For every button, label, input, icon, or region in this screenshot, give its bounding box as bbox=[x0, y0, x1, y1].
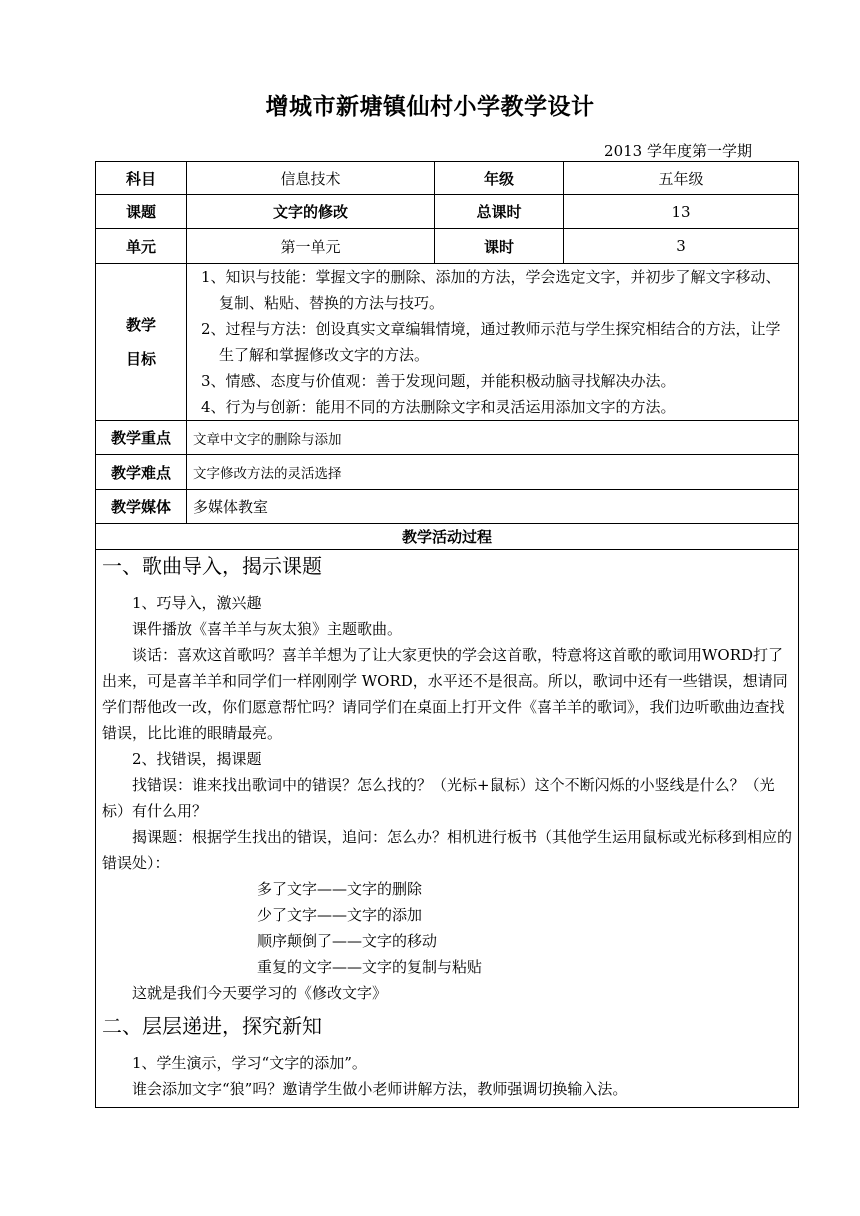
board-item: 顺序颠倒了——文字的移动 bbox=[257, 932, 438, 950]
difficulty-label: 教学难点 bbox=[96, 455, 187, 490]
unit-value: 第一单元 bbox=[187, 229, 435, 264]
paragraph: 1、巧导入，激兴趣 bbox=[132, 594, 262, 612]
board-item: 重复的文字——文字的复制与粘贴 bbox=[257, 958, 483, 976]
paragraph: 这就是我们今天要学习的《修改文字》 bbox=[132, 984, 388, 1002]
term-label: 2013 学年度第一学期 bbox=[604, 142, 752, 160]
key-point-value: 文章中文字的删除与添加 bbox=[187, 421, 799, 455]
table-row bbox=[96, 195, 799, 229]
grade-label: 年级 bbox=[435, 162, 564, 195]
goals-label-line-2: 目标 bbox=[125, 350, 156, 368]
media-label: 教学媒体 bbox=[96, 490, 187, 524]
unit-label: 单元 bbox=[96, 229, 187, 264]
paragraph: 找错误：谁来找出歌词中的错误？怎么找的？（光标+鼠标）这个不断闪烁的小竖线是什么？（光标）有什么用？ bbox=[102, 776, 775, 820]
subject-label: 科目 bbox=[96, 162, 187, 195]
table-row bbox=[96, 490, 799, 524]
paragraph: 谈话：喜欢这首歌吗？喜羊羊想为了让大家更快的学会这首歌，特意将这首歌的歌词用WORD打了出来，可是喜羊羊和同学们一样刚刚学 WORD，水平还不是很高。所以，歌词中还有一些错误，想请同学们帮他改一改，你们愿意帮忙吗？请同学们在桌面上打开文件《喜羊羊的歌词》，我们边听歌曲边查找错误，比比谁的眼睛最亮。 bbox=[102, 646, 788, 742]
total-periods-label: 总课时 bbox=[435, 195, 564, 229]
table-row bbox=[96, 162, 799, 195]
topic-label: 课题 bbox=[96, 195, 187, 229]
table-row bbox=[96, 550, 799, 1108]
goal-item: 3、情感、态度与价值观：善于发现问题，并能积极动脑寻找解决办法。 bbox=[201, 372, 676, 390]
table-row bbox=[96, 524, 799, 550]
paragraph: 揭课题：根据学生找出的错误，追问：怎么办？相机进行板书（其他学生运用鼠标或光标移到相应的错误处）： bbox=[102, 828, 793, 872]
lesson-plan-table bbox=[95, 161, 799, 1108]
board-item: 少了文字——文字的添加 bbox=[257, 906, 423, 924]
paragraph: 2、找错误，揭课题 bbox=[132, 750, 262, 768]
paragraph: 谁会添加文字“狼”吗？邀请学生做小老师讲解方法，教师强调切换输入法。 bbox=[132, 1080, 628, 1098]
process-header: 教学活动过程 bbox=[96, 524, 799, 550]
period-label: 课时 bbox=[435, 229, 564, 264]
goals-label bbox=[96, 264, 187, 421]
goals-label-line-1: 教学 bbox=[125, 316, 156, 334]
goal-item: 1、知识与技能：掌握文字的删除、添加的方法，学会选定文字，并初步了解文字移动、复制、粘贴、替换的方法与技巧。 bbox=[201, 268, 781, 312]
key-point-label: 教学重点 bbox=[96, 421, 187, 455]
goals-content bbox=[187, 264, 799, 421]
paragraph: 课件播放《喜羊羊与灰太狼》主题歌曲。 bbox=[132, 620, 403, 638]
board-item: 多了文字——文字的删除 bbox=[257, 880, 423, 898]
media-value: 多媒体教室 bbox=[187, 490, 799, 524]
section-heading: 一、歌曲导入，揭示课题 bbox=[102, 554, 322, 578]
period-value: 3 bbox=[564, 229, 799, 264]
document-title: 增城市新塘镇仙村小学教学设计 bbox=[265, 94, 595, 120]
total-periods-value: 13 bbox=[564, 195, 799, 229]
goal-item: 4、行为与创新：能用不同的方法删除文字和灵活运用添加文字的方法。 bbox=[201, 398, 676, 416]
subject-value: 信息技术 bbox=[187, 162, 435, 195]
paragraph: 1、学生演示，学习“文字的添加”。 bbox=[132, 1054, 367, 1072]
goal-item: 2、过程与方法：创设真实文章编辑情境，通过教师示范与学生探究相结合的方法，让学生了解和掌握修改文字的方法。 bbox=[201, 320, 781, 364]
table-row bbox=[96, 229, 799, 264]
table-row bbox=[96, 421, 799, 455]
topic-value: 文字的修改 bbox=[187, 195, 435, 229]
table-row bbox=[96, 264, 799, 421]
section-heading: 二、层层递进，探究新知 bbox=[102, 1014, 322, 1038]
grade-value: 五年级 bbox=[564, 162, 799, 195]
table-row bbox=[96, 455, 799, 490]
difficulty-value: 文字修改方法的灵活选择 bbox=[187, 455, 799, 490]
process-content bbox=[96, 550, 799, 1108]
